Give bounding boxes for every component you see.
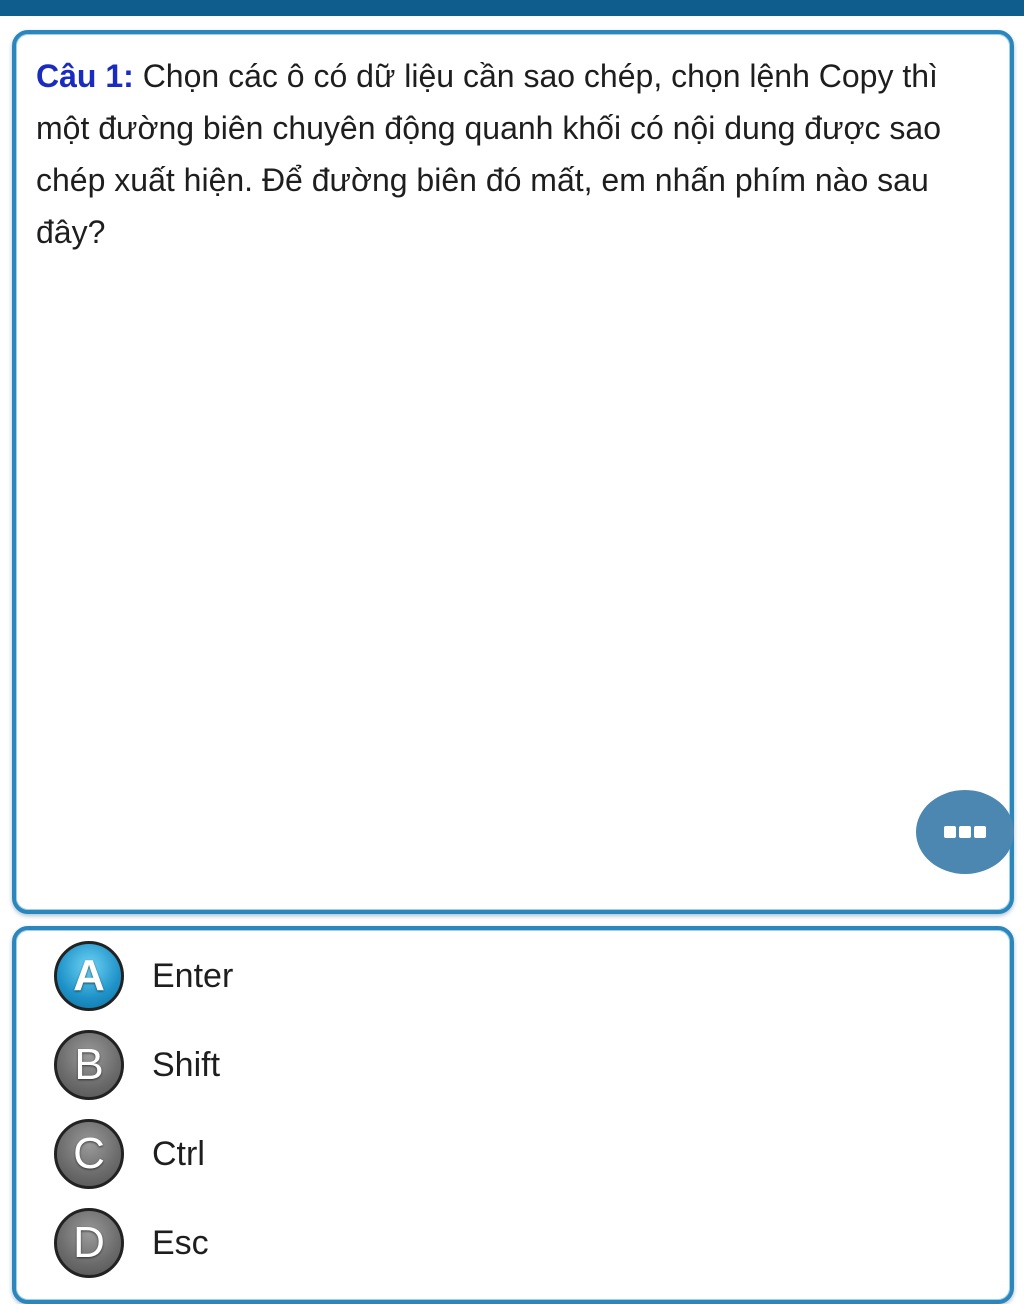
- answer-option-c[interactable]: [54, 1116, 954, 1192]
- question-card: [12, 30, 1014, 914]
- answer-badge-d: D: [54, 1208, 124, 1278]
- question-text: Chọn các ô có dữ liệu cần sao chép, chọn lệnh Copy thì một đường biên chuyên động quanh khối có nội dung được sao chép xuất hiện. Để đường biên đó mất, em nhấn phím nào sau đây?: [36, 58, 941, 250]
- answer-text-c: Ctrl: [152, 1134, 205, 1173]
- answer-badge-a: A: [54, 941, 124, 1011]
- answers-card: [12, 926, 1014, 1304]
- question-text-block: [36, 50, 986, 258]
- answer-option-b[interactable]: [54, 1027, 954, 1103]
- top-bar: [0, 0, 1024, 16]
- answer-badge-b: B: [54, 1030, 124, 1100]
- answer-option-a[interactable]: [54, 938, 954, 1014]
- question-label: Câu 1:: [36, 58, 134, 94]
- answer-badge-c: C: [54, 1119, 124, 1189]
- answer-text-a: Enter: [152, 956, 234, 995]
- answer-text-d: Esc: [152, 1223, 209, 1262]
- answer-text-b: Shift: [152, 1045, 221, 1084]
- more-button[interactable]: [916, 790, 1014, 874]
- more-dots-icon: [943, 826, 988, 838]
- answer-option-d[interactable]: [54, 1205, 954, 1281]
